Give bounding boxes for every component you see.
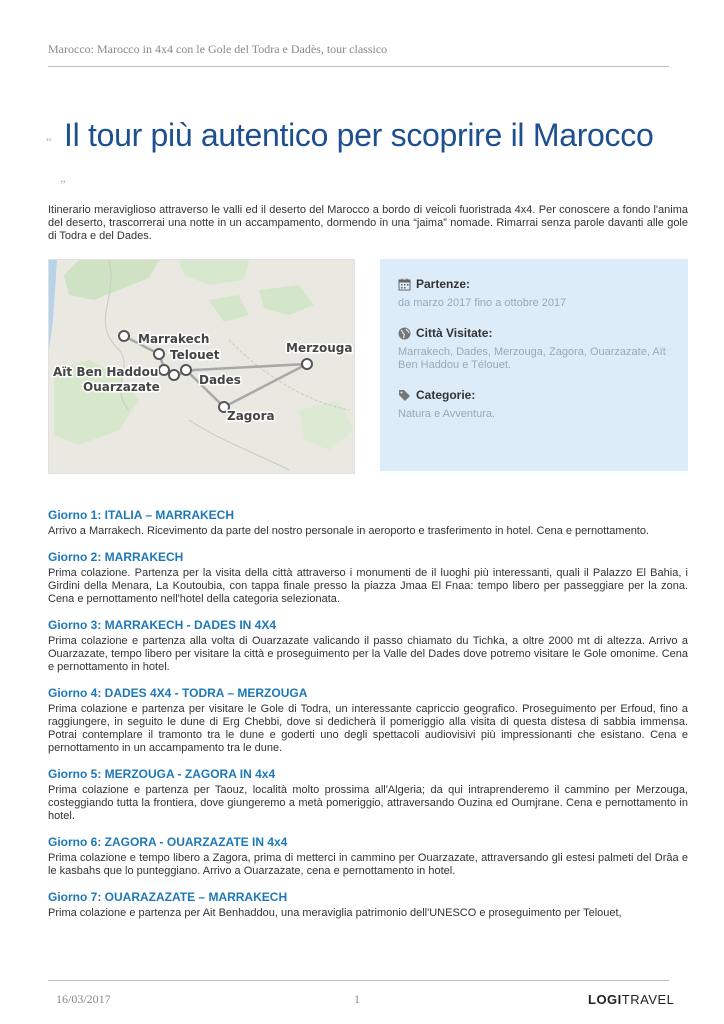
trip-info-box <box>380 259 688 471</box>
categories-title: Categorie: <box>416 388 476 402</box>
globe-icon <box>398 327 411 340</box>
logo-bold-part: LOGI <box>588 992 622 1007</box>
departures-title: Partenze: <box>416 277 471 291</box>
itinerary-day <box>48 508 688 538</box>
itinerary-day <box>48 890 688 920</box>
itinerary-day <box>48 550 688 606</box>
marker-ouarzazate <box>169 370 179 380</box>
departures-block <box>398 277 670 310</box>
logo-light-part: TRAVEL <box>621 992 675 1007</box>
day-title: Giorno 6: ZAGORA - OUARZAZATE IN 4x4 <box>48 835 288 849</box>
day-description: Prima colazione e partenza per visitare le Gole di Todra, un interessante capriccio geografico. Proseguimento per Erfoud, fino a raggiungere, in seguito le dune di Erg Chebbi, dove si dedicherà il pomeriggio alla visita di questa distesa di sabbia immensa. Potrai contemplare il tramonto tra le dune e goderti uno degli spettacoli audiovisivi più impressionanti che esistano. Cena e pernottamento in un accampamento tra le dune. <box>48 703 688 754</box>
marker-marrakech <box>119 331 129 341</box>
day-description: Prima colazione e partenza per Ait Benhaddou, una meraviglia patrimonio dell'UNESCO e proseguimento per Telouet, <box>48 907 622 919</box>
day-title: Giorno 7: OUARAZAZATE – MARRAKECH <box>48 890 288 904</box>
map-label-merzouga: Merzouga <box>286 341 353 355</box>
day-title: Giorno 5: MERZOUGA - ZAGORA IN 4x4 <box>48 767 276 781</box>
marker-ait-ben-haddou <box>159 365 169 375</box>
day-description: Prima colazione e partenza per Taouz, località molto prossima all'Algeria; da qui intraprenderemo il cammino per Merzouga, costeggiando tutta la frontiera, dove giungeremo a metà pomeriggio, attraversando Ouzina ed Oumjrane. Cena e pernottamento in hotel. <box>48 784 688 822</box>
intro-paragraph: Itinerario meraviglioso attraverso le valli ed il deserto del Marocco a bordo di veicoli fuoristrada 4x4. Per conoscere a fondo l'anima del deserto, trascorrerai una notte in un accampamento, dormendo in una “jaima” nomade. Rimarrai senza parole davanti alle gole di Todra e del Dades. <box>48 204 688 242</box>
itinerary-day <box>48 767 688 823</box>
categories-text: Natura e Avventura. <box>398 408 496 420</box>
map-label-telouet: Telouet <box>170 348 220 362</box>
itinerary-day <box>48 686 688 755</box>
map-label-ouarzazate: Ouarzazate <box>83 380 160 394</box>
quote-close-icon: ” <box>60 177 66 192</box>
day-description: Prima colazione e tempo libero a Zagora, prima di metterci in cammino per Ouarzazate, attraversando gli estesi palmeti del Drâa e le kasbahs que lo punteggiano. Arrivo a Ouarzazate, cena e pernottamento in hotel. <box>48 852 688 877</box>
day-title: Giorno 3: MARRAKECH - DADES IN 4X4 <box>48 618 277 632</box>
cities-text: Marrakech, Dades, Merzouga, Zagora, Ouarzazate, Aït Ben Haddou e Télouet. <box>398 346 666 371</box>
header-divider <box>48 66 669 67</box>
departures-text: da marzo 2017 fino a ottobre 2017 <box>398 297 567 309</box>
footer-divider <box>48 980 669 981</box>
map-label-marrakech: Marrakech <box>138 332 210 346</box>
logitravel-logo <box>588 992 674 1007</box>
page-number: 1 <box>354 992 360 1006</box>
day-description: Prima colazione. Partenza per la visita della città attraverso i monumenti de il luoghi più interessanti, quali il Palazzo El Bahia, i Girdini della Menara, La Koutoubia, con tappa finale presso la piazza Jmaa El Fnaa: tempo libero per passeggiare per la zona. Cena e pernottamento nell'hotel della categoria selezionata. <box>48 567 688 605</box>
itinerary-day <box>48 835 688 878</box>
cities-block <box>398 326 670 372</box>
tags-icon <box>398 389 411 402</box>
map-label-zagora: Zagora <box>227 409 275 423</box>
page-title: Il tour più autentico per scoprire il Marocco <box>64 117 654 153</box>
itinerary <box>48 508 688 932</box>
marker-telouet <box>154 349 164 359</box>
calendar-icon <box>398 278 411 291</box>
quote-open-icon: “ <box>46 134 52 149</box>
categories-block <box>398 388 670 421</box>
cities-title: Città Visitate: <box>416 326 493 340</box>
marker-dades <box>181 365 191 375</box>
page-header: Marocco: Marocco in 4x4 con le Gole del Todra e Dadès, tour classico <box>48 42 388 56</box>
day-title: Giorno 1: ITALIA – MARRAKECH <box>48 508 234 522</box>
itinerary-day <box>48 618 688 674</box>
marker-merzouga <box>302 359 312 369</box>
day-description: Arrivo a Marrakech. Ricevimento da parte del nostro personale in aeroporto e trasferimento in hotel. Cena e pernottamento. <box>48 525 650 537</box>
route-map <box>48 259 355 474</box>
footer-date: 16/03/2017 <box>56 992 111 1006</box>
day-title: Giorno 4: DADES 4X4 - TODRA – MERZOUGA <box>48 686 308 700</box>
day-description: Prima colazione e partenza alla volta di Ouarzazate valicando il passo chiamato du Tichka, a oltre 2000 mt di altezza. Arrivo a Ouarzazate, tempo libero per visitare la città e proseguimento per la Valle del Dades dove potremo visitare le Gole omonime. Cena e pernottamento in hotel. <box>48 635 688 673</box>
map-label-dades: Dades <box>199 373 241 387</box>
map-label-ait-ben-haddou: Aït Ben Haddou <box>53 365 159 379</box>
day-title: Giorno 2: MARRAKECH <box>48 550 184 564</box>
route-map-svg <box>49 260 355 474</box>
